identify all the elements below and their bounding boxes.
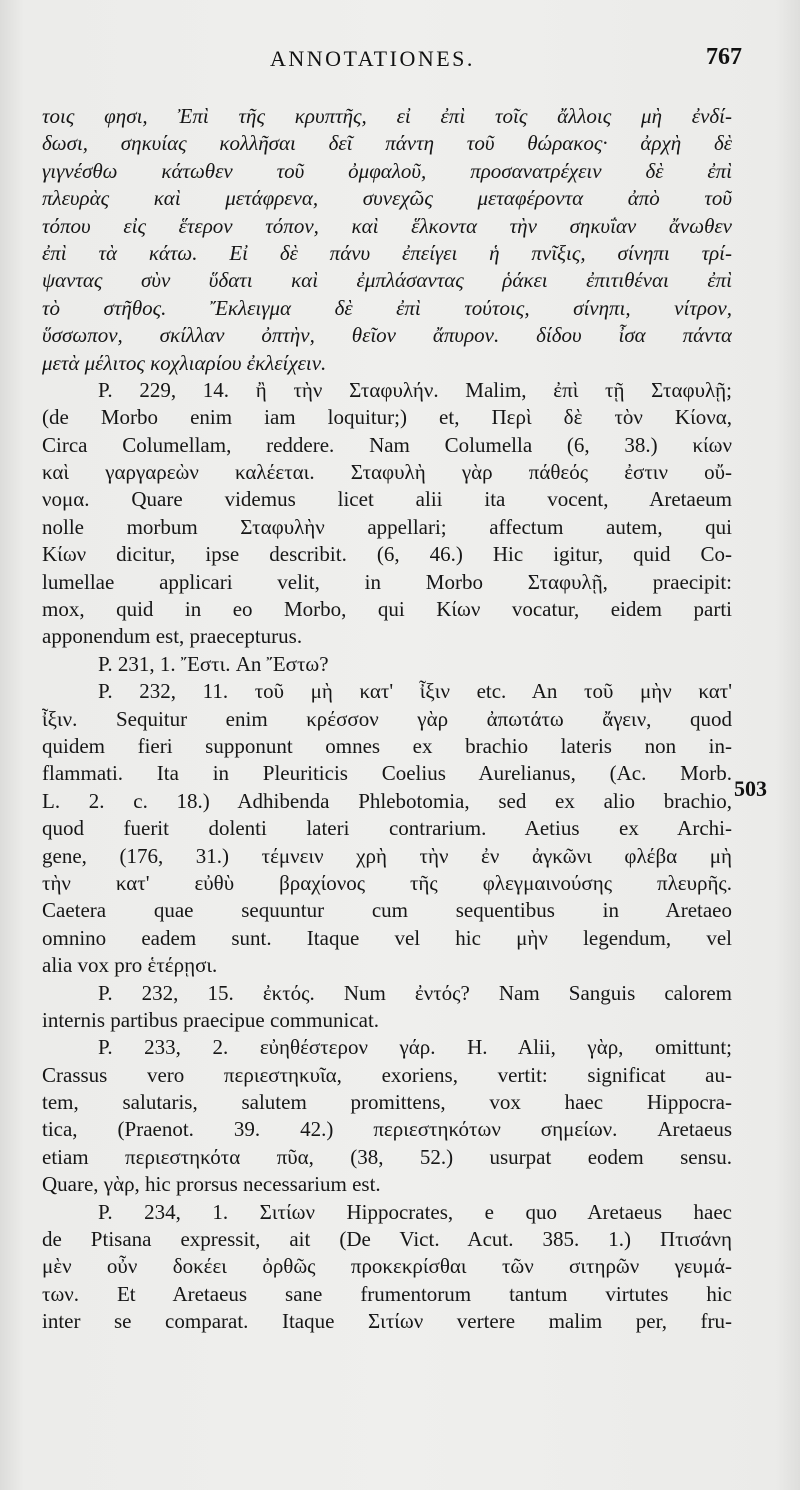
text-line: lumellae applicari velit, in Morbo Σταφυλῇ, praecipit: bbox=[42, 569, 732, 594]
text-line: τοις φησι, Ἐπὶ τῆς κρυπτῆς, εἰ ἐπὶ τοῖς ἄλλοις μὴ ἐνδί- bbox=[42, 104, 732, 128]
margin-page-reference: 503 bbox=[734, 776, 767, 801]
text-line: καὶ γαργαρεὼν καλέεται. Σταφυλὴ γὰρ πάθεός ἐστιν οὔ- bbox=[42, 460, 732, 485]
text-line: γιγνέσθω κάτωθεν τοῦ ὀμφαλοῦ, προσανατρέχειν δὲ ἐπὶ bbox=[42, 158, 732, 183]
text-line: de Ptisana expressit, ait (De Vict. Acut. 385. 1.) Πτισάνη bbox=[42, 1227, 732, 1252]
page-number: 767 bbox=[706, 44, 742, 70]
text-line: P. 232, 15. ἐκτός. Num ἐντός? Nam Sanguis calorem bbox=[98, 980, 732, 1005]
running-title: ANNOTATIONES. bbox=[270, 46, 475, 71]
text-line: ἐπὶ τὰ κάτω. Εἰ δὲ πάνυ ἐπείγει ἡ πνῖξις, σίνηπι τρί- bbox=[42, 240, 732, 265]
text-line: mox, quid in eo Morbo, qui Κίων vocatur, eidem parti bbox=[42, 597, 732, 622]
text-line: (de Morbo enim iam loquitur;) et, Περὶ δὲ τὸν Κίονα, bbox=[42, 405, 732, 430]
text-line: πλευρὰς καὶ μετάφρενα, συνεχῶς μεταφέροντα ἀπὸ τοῦ bbox=[42, 186, 732, 211]
text-line: internis partibus praecipue communicat. bbox=[42, 1007, 380, 1032]
text-line: etiam περιεστηκότα πῦα, (38, 52.) usurpat eodem sensu. bbox=[42, 1144, 732, 1169]
text-line: tem, salutaris, salutem promittens, vox haec Hippocra- bbox=[42, 1090, 732, 1115]
text-line: ὕσσωπον, σκίλλαν ὀπτὴν, θεῖον ἄπυρον. δίδου ἶσα πάντα bbox=[42, 323, 732, 348]
text-line: apponendum est, praecepturus. bbox=[42, 624, 303, 649]
text-line: P. 233, 2. εὐηθέστερον γάρ. H. Alii, γὰρ, omittunt; bbox=[98, 1035, 732, 1060]
text-line: P. 234, 1. Σιτίων Hippocrates, e quo Aretaeus haec bbox=[98, 1199, 732, 1224]
text-line: Quare, γὰρ, hic prorsus necessarium est. bbox=[42, 1172, 381, 1197]
text-line: Crassus vero περιεστηκυῖα, exoriens, vertit: significat au- bbox=[42, 1062, 732, 1087]
text-line: των. Et Aretaeus sane frumentorum tantum virtutes hic bbox=[42, 1281, 732, 1306]
text-line: τὸ στῆθος. Ἔκλειγμα δὲ ἐπὶ τούτοις, σίνηπι, νίτρον, bbox=[42, 295, 732, 320]
text-line: Κίων dicitur, ipse describit. (6, 46.) Hic igitur, quid Co- bbox=[42, 542, 732, 567]
text-line: νομα. Quare videmus licet alii ita vocent, Aretaeum bbox=[42, 487, 732, 512]
text-line: quod fuerit dolenti lateri contrarium. Aetius ex Archi- bbox=[42, 816, 732, 841]
text-line: quidem fieri supponunt omnes ex brachio lateris non in- bbox=[42, 733, 732, 758]
annotation-text bbox=[42, 103, 732, 1336]
text-line: δωσι, σηκυίας κολλῆσαι δεῖ πάντη τοῦ θώρακος· ἀρχὴ δὲ bbox=[42, 131, 732, 156]
text-line: L. 2. c. 18.) Adhibenda Phlebotomia, sed ex alio brachio, bbox=[42, 788, 732, 813]
text-line: ψαντας σὺν ὕδατι καὶ ἐμπλάσαντας ῥάκει ἐπιτιθέναι ἐπὶ bbox=[42, 268, 732, 293]
text-line: inter se comparat. Itaque Σιτίων vertere malim per, fru- bbox=[42, 1309, 732, 1334]
running-head bbox=[0, 44, 800, 84]
text-line: tica, (Praenot. 39. 42.) περιεστηκότων σημείων. Aretaeus bbox=[42, 1117, 732, 1142]
text-line: τὴν κατ' εὐθὺ βραχίονος τῆς φλεγμαινούσης πλευρῆς. bbox=[42, 870, 732, 895]
text-line: μετὰ μέλιτος κοχλιαρίου ἐκλείχειν. bbox=[42, 350, 327, 375]
text-line: nolle morbum Σταφυλὴν appellari; affectum autem, qui bbox=[42, 514, 732, 539]
text-line: gene, (176, 31.) τέμνειν χρὴ τὴν ἐν ἀγκῶνι φλέβα μὴ bbox=[42, 843, 732, 868]
text-line: Circa Columellam, reddere. Nam Columella (6, 38.) κίων bbox=[42, 432, 732, 457]
text-line: alia vox pro ἑτέρῃσι. bbox=[42, 953, 218, 978]
text-line: P. 232, 11. τοῦ μὴ κατ' ἶξιν etc. An τοῦ μὴν κατ' bbox=[98, 679, 732, 704]
text-line: ἶξιν. Sequitur enim κρέσσον γὰρ ἀπωτάτω ἄγειν, quod bbox=[42, 706, 732, 731]
text-line: P. 231, 1. Ἔστι. An Ἔστω? bbox=[98, 651, 329, 676]
text-line: μὲν οὖν δοκέει ὀρθῶς προκεκρίσθαι τῶν σιτηρῶν γευμά- bbox=[42, 1254, 732, 1279]
text-line: flammati. Ita in Pleuriticis Coelius Aurelianus, (Ac. Morb. bbox=[42, 761, 732, 786]
text-line: Caetera quae sequuntur cum sequentibus in Aretaeo bbox=[42, 898, 732, 923]
text-line: P. 229, 14. ἢ τὴν Σταφυλήν. Malim, ἐπὶ τῇ Σταφυλῇ; bbox=[98, 377, 732, 402]
text-line: omnino eadem sunt. Itaque vel hic μὴν legendum, vel bbox=[42, 925, 732, 950]
text-line: τόπου εἰς ἕτερον τόπον, καὶ ἕλκοντα τὴν σηκυΐαν ἄνωθεν bbox=[42, 213, 732, 238]
